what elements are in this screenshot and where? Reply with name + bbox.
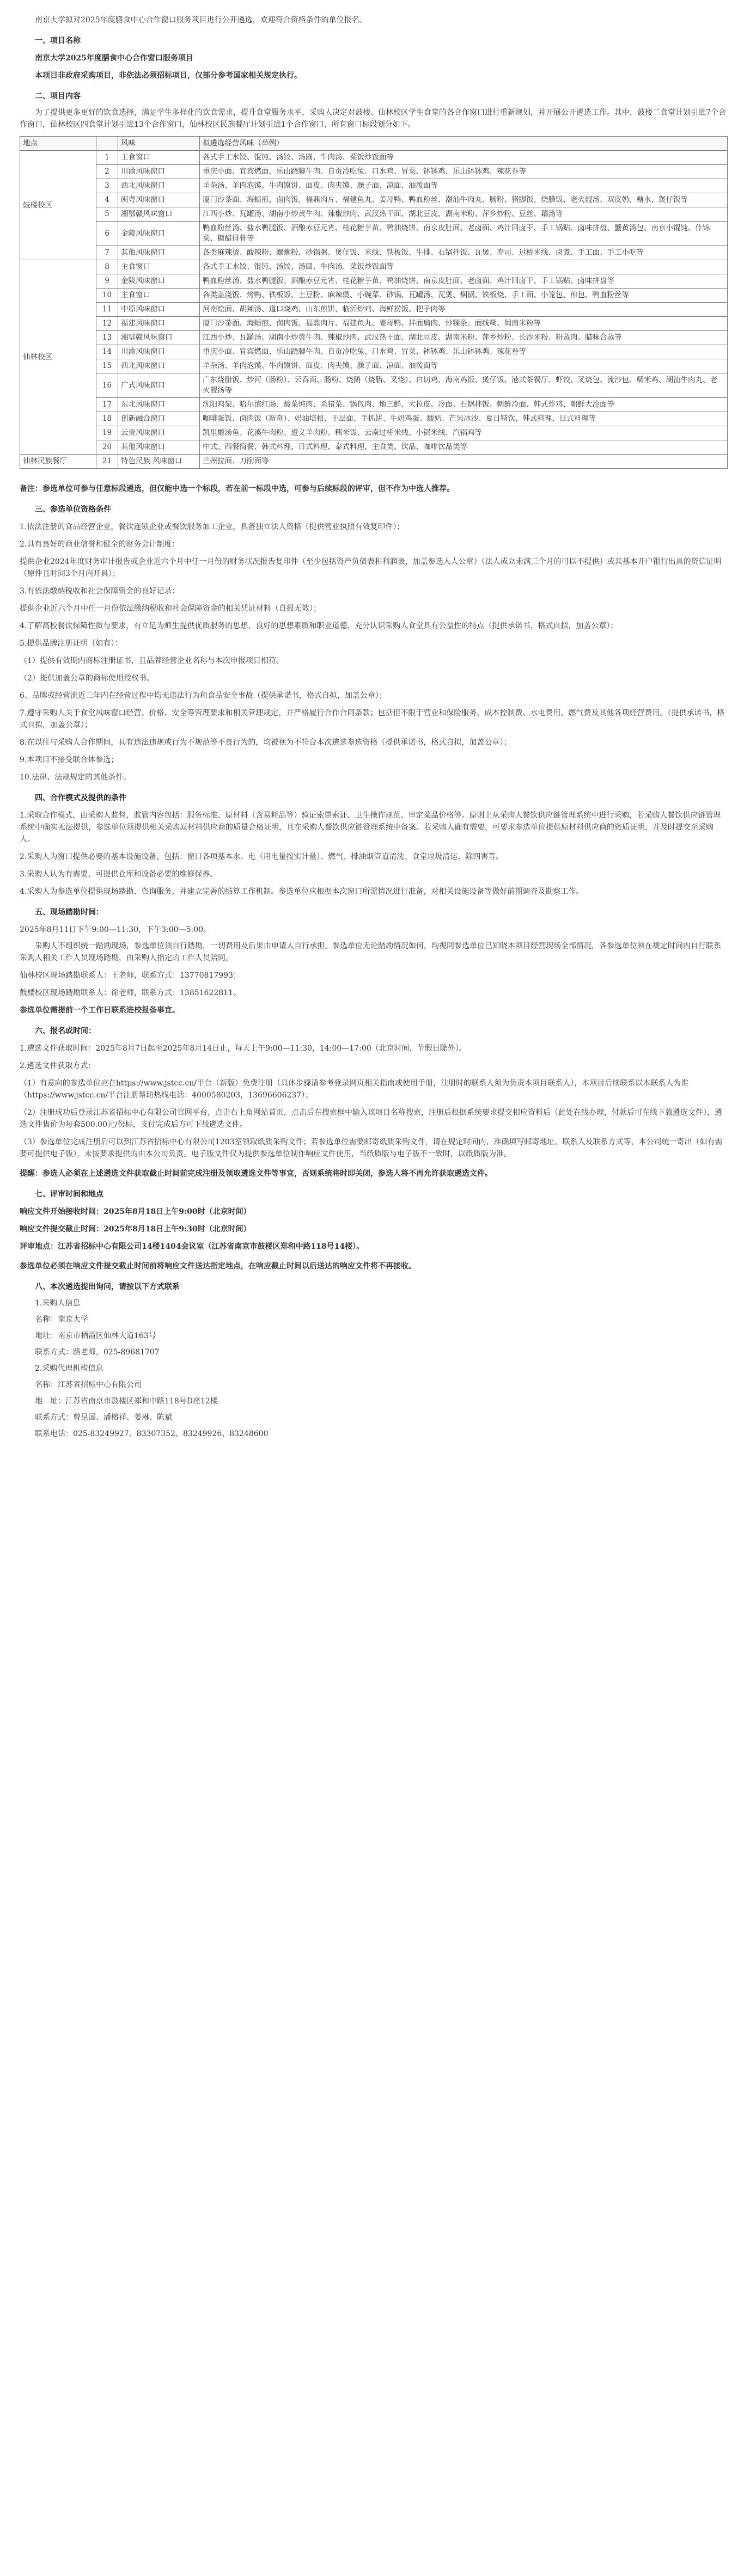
section-registration-title: 六、报名或时间： (35, 1027, 96, 1035)
lot-number: 12 (96, 317, 118, 331)
lot-flavor: 主食窗口 (118, 289, 200, 303)
lot-example-dishes: 兰州拉面、刀削面等 (200, 455, 728, 469)
lot-number: 20 (96, 440, 118, 455)
lot-row (20, 426, 728, 440)
lot-row (20, 246, 728, 260)
header-example-dishes: 拟遴选经营风味（举例） (200, 137, 728, 151)
lot-flavor: 创新融合窗口 (118, 412, 200, 426)
lot-flavor: 湘鄂赣风味窗口 (118, 207, 200, 222)
cooperation-item: 1.采取合作模式，由采购人监督，监管内容包括：服务标准、原材料（含易耗品等）验证索票索证、卫生操作规范、审定菜品价格等。原则上从采购人餐饮供应链管理系统中进行采购，若采购人餐饮供应链管理系统中确实无法提供，参选单位须提供相关采购原材料供应商的质量合格证明，且在采购人餐饮供应链管理系统中备案。若采购人确有需要，可要求参选单位提供原材料供应商的资质证明，并及时提交至采购人。 (20, 811, 721, 844)
lot-number: 4 (96, 193, 118, 207)
lot-number: 17 (96, 398, 118, 412)
cooperation-item: 3.采购人认为有需要，可提供仓库和设备必要的维修保养。 (20, 870, 218, 879)
lot-example-dishes: 鸭血粉丝汤、盐水鸭腿饭、酒酿赤豆元宵、桂花糖芋苗、鸭油烧饼、南京皮肚面、老卤面、鸡汁回卤干、手工锅贴、卤味拼盘、蟹黄汤包、南京小馄饨、什锦菜、糖醋排骨等 (200, 222, 728, 246)
evaluation-list (20, 1206, 728, 1253)
lot-example-dishes: 各类盖浇饭、烤鸭、铁板饭、土豆粉、麻辣烫、小碗菜、砂锅、瓦罐汤、瓦煲、焖锅、铁板烧、手工面、小笼包、煎包、鸭血粉丝等 (200, 289, 728, 303)
lot-number: 8 (96, 260, 118, 274)
lot-row (20, 412, 728, 426)
lot-number: 13 (96, 331, 118, 345)
project-nature-note: 本项目非政府采购项目，非依法必须招标项目，仅部分参考国家相关规定执行。 (35, 71, 302, 80)
site-visit-contact-gulou: 鼓楼校区现场踏勘联系人：徐老师，联系方式：13851622811。 (20, 989, 241, 997)
lot-row (20, 359, 728, 373)
lot-example-dishes: 羊杂汤、羊肉泡馍、牛肉馍饼、面皮、肉夹馍、臊子面、凉面、油泼面等 (200, 359, 728, 373)
lot-example-dishes: 重庆小面、宜宾燃面、乐山跷脚牛肉、自贡冷吃兔、口水鸡、冒菜、钵钵鸡、乐山钵钵鸡、辣花卷等 (200, 345, 728, 359)
lots-table-body (20, 151, 728, 469)
lot-number: 15 (96, 359, 118, 373)
lot-flavor: 其他风味窗口 (118, 440, 200, 455)
lots-table-header (20, 137, 728, 151)
lot-example-dishes: 重庆小面、宜宾燃面、乐山跷脚牛肉、自贡冷吃兔、口水鸡、冒菜、钵钵鸡、乐山钵钵鸡、辣花卷等 (200, 165, 728, 179)
lot-number: 19 (96, 426, 118, 440)
lot-number: 16 (96, 373, 118, 398)
site-visit-contact-xianlin: 仙林校区现场踏勘联系人：王老师，联系方式：13770817993； (20, 971, 241, 980)
qualification-item: （2）提供加盖公章的商标使用授权书。 (20, 674, 154, 683)
lot-flavor: 特色民族 风味窗口 (118, 455, 200, 469)
evaluation-note: 参选单位必须在响应文件提交截止时间前将响应文件送达指定地点，在响应截止时间以后送达的响应文件将不再接收。 (20, 1262, 416, 1271)
section-contact-title: 八、本次遴选提出询问，请按以下方式联系 (35, 1283, 180, 1291)
lot-row (20, 317, 728, 331)
qualification-item: 提供企业近六个月中任一月份依法缴纳税收和社会保障资金的相关凭证材料（自报无效）； (20, 604, 321, 613)
lot-row (20, 455, 728, 469)
registration-item: （3）参选单位完成注册后可以到江苏省招标中心有限公司1203室领取纸质采购文件；若参选单位需要邮寄纸质采购文件，请在规定时间内，准确填写邮寄地址、联系人及联系方式等，本公司统一寄出（如有需要可提供电子版），未按要求提供的由本公司负责。电子版文件仅为提供参选单位制作响应文件使用，当纸质版与电子版不一致时，以纸质版为准。 (20, 1138, 723, 1158)
lot-row (20, 207, 728, 222)
evaluation-item: 响应文件提交截止时间：2025年8月18日上午9:30时（北京时间） (20, 1225, 251, 1234)
lot-example-dishes: 各式手工水饺、馄饨、汤饺、汤圆、牛肉汤、菜饭炒饭面等 (200, 151, 728, 165)
lot-row (20, 165, 728, 179)
qualification-item: 9.本项目不接受联合体参选； (20, 756, 119, 764)
registration-list (20, 1042, 728, 1160)
registration-item: （1）有意向的参选单位应在https://www.jstcc.cn/平台（新版）免费注册（具体步骤请参考登录网页相关指南或使用手册，注册时的联系人须为负责本项目联系人），本项目后续联系以本联系人为准（https://www.jstcc.cn/平台注册帮助热线电话：4000580203，13696606237）； (20, 1079, 689, 1100)
lot-flavor: 福建风味窗口 (118, 317, 200, 331)
lot-example-dishes: 厦门沙茶面、海蛎煎、卤肉饭、福鼎肉片、福建鱼丸、姜母鸭、拌面扁肉、炒粿条、面线糊、闽南米粉等 (200, 317, 728, 331)
contact-line: 名称：江苏省招标中心有限公司 (35, 1381, 142, 1389)
lot-flavor: 东北风味窗口 (118, 398, 200, 412)
lot-example-dishes: 厦门沙茶面、海蛎煎、卤肉饭、福鼎肉片、福建鱼丸、姜母鸭、鸭血粉丝、潮汕牛肉丸、肠粉、猪脚饭、烧腊饭、老火靓汤、双皮奶、糖水、煲仔饭等 (200, 193, 728, 207)
site-visit-tip: 参选单位需提前一个工作日联系进校报备事宜。 (20, 1006, 180, 1015)
qualification-item: 5.提供品牌注册证明（如有）： (20, 639, 123, 648)
cooperation-list (20, 809, 728, 898)
lot-number: 14 (96, 345, 118, 359)
contact-line: 联系电话：025-83249927、83307352、83249926、83248600 (35, 1430, 269, 1438)
evaluation-item: 响应文件开始接收时间：2025年8月18日上午9:00时（北京时间） (20, 1207, 251, 1216)
project-content-paragraph: 为了提供更多更好的饮食选择，满足学生多样化的饮食需求，提升食堂服务水平，采购人决定对鼓楼、仙林校区学生食堂的各合作窗口进行重新规划，并开展公开遴选工作。其中，鼓楼二食堂计划引进7个合作窗口，仙林校区四食堂计划引进13个合作窗口，仙林校区民族餐厅计划引进1个合作窗口，所有窗口标段划分如下。 (20, 108, 726, 129)
lot-row (20, 398, 728, 412)
section-project-name-title: 一、项目名称 (35, 36, 81, 45)
contact-line: 联系方式：曾昆国、潘榕祥、姜琳、陈斌 (35, 1413, 172, 1422)
lot-flavor: 金陵风味窗口 (118, 274, 200, 289)
lot-number: 6 (96, 222, 118, 246)
header-location: 地点 (20, 137, 96, 151)
intro-paragraph: 南京大学拟对2025年度膳食中心合作窗口服务项目进行公开遴选，欢迎符合资格条件的单位报名。 (35, 16, 367, 24)
lot-number: 9 (96, 274, 118, 289)
contact-line: 地 址：江苏省南京市鼓楼区郑和中路118号D座12楼 (35, 1397, 218, 1406)
lot-flavor: 闽粤风味窗口 (118, 193, 200, 207)
lot-example-dishes: 鸭血粉丝汤、盐水鸭腿饭、酒酿赤豆元宵、桂花糖芋苗、鸭油烧饼、南京皮肚面、老卤面、鸡汁回卤干、手工锅贴、卤味拼盘等 (200, 274, 728, 289)
lot-number: 3 (96, 179, 118, 193)
lot-example-dishes: 河南烩面、胡辣汤、道口烧鸡、山东煎饼、临沂炒鸡、海鲜捞饭、把子肉等 (200, 303, 728, 317)
site-visit-paragraph: 采购人不组织统一踏勘现场，参选单位须自行踏勘，一切费用及后果由申请人自行承担。参选单位无论踏勘情况如何，均视同参选单位已知晓本项目经营现场全部情况，各参选单位须在规定时间内自行联系采购人相关工作人员现场踏勘，由采购人指定的工作人员陪同。 (20, 942, 721, 962)
header-flavor: 风味 (118, 137, 200, 151)
registration-item: （2）注册成功后登录江苏省招标中心有限公司官网平台，点击右上角网站首页，点击后在搜索框中输入该项目名称搜索，注册后根据系统要求提交相应资料后（此处在线办理，付款后可在线下载遴选文件），遴选文件售价为每套500.00元/份标，支付完成后方可下载遴选文件。 (20, 1108, 722, 1129)
lot-location: 鼓楼校区 (20, 151, 96, 260)
lot-example-dishes: 各式手工水饺、馄饨、汤饺、汤圆、牛肉汤、菜饭炒饭面等 (200, 260, 728, 274)
contact-block-heading: 1.采购人信息 (35, 1299, 81, 1308)
lot-number: 21 (96, 455, 118, 469)
qualification-item: 提供企业2024年度财务审计报告或企业近六个月中任一月份的财务状况报告复印件（至少包括资产负债表和利润表，加盖参选人人公章）（法人成立未满三个月的可以不提供）或其基本开户银行出具的资信证明（原件且时间3个月内开具）； (20, 557, 722, 578)
section-qualification-title: 三、参选单位资格条件 (35, 505, 111, 514)
lot-row (20, 303, 728, 317)
lots-table (20, 136, 728, 469)
lot-row (20, 373, 728, 398)
lot-flavor: 西北风味窗口 (118, 179, 200, 193)
lot-example-dishes: 江西小炒、瓦罐汤、湖南小炒黄牛肉、辣椒炒肉、武汉热干面、湖北豆皮、湖南米粉、萍乡炒粉、长沙米粉、粉蒸肉、腊味合蒸等 (200, 331, 728, 345)
lot-row (20, 289, 728, 303)
cooperation-item: 4.采购人为参选单位提供现场踏勘、咨询服务，并建立完善的结算工作机制。参选单位应根据本次窗口所需情况进行准备，对相关设施设备等做好前期调查及勘察工作。 (20, 887, 584, 896)
header-number (96, 137, 118, 151)
lot-example-dishes: 各类麻辣烫、酸辣粉、螺蛳粉、砂锅粥、煲仔饭、米线、铁板饭、牛排、石锅拌饭、瓦煲、寿司、过桥米线、卤煮、手工面、手工小吃等 (200, 246, 728, 260)
cooperation-item: 2.采购人为窗口提供必要的基本设施设备，包括：窗口各项基本水、电（用电量按实计量）、燃气、排油烟管道清洗、食堂垃圾清运、除四害等。 (20, 852, 504, 861)
lot-flavor: 西北风味窗口 (118, 359, 200, 373)
lot-flavor: 金陵风味窗口 (118, 222, 200, 246)
lot-flavor: 川渝风味窗口 (118, 165, 200, 179)
lot-example-dishes: 中式、西餐简餐、韩式料理、日式料理、泰式料理、主食类、饮品、咖啡饮品类等 (200, 440, 728, 455)
lot-flavor: 云贵风味窗口 (118, 426, 200, 440)
lot-number: 2 (96, 165, 118, 179)
lot-number: 5 (96, 207, 118, 222)
lot-example-dishes: 凯里酸汤鱼、花溪牛肉粉、遵义羊肉粉、糯米饭、云南过桥米线、小锅米线、汽锅鸡等 (200, 426, 728, 440)
qualification-item: 1.依法注册的食品经营企业，餐饮连锁企业或餐饮服务加工企业，具备独立法人资格（提供营业执照有效复印件）； (20, 523, 405, 531)
qualification-item: 7.遵守采购人关于食堂风味窗口经营、价格、安全等管理要求和相关管理规定，并严格履行合作合同条款；包括但不限于营业和保险服务、成本控制费、水电费用、燃气费及其他各项经营费用。（提供承诺书，格式自拟，加盖公章）； (20, 709, 725, 729)
lot-location: 仙林民族餐厅 (20, 455, 96, 469)
registration-item: 2.遴选文件获取方式： (20, 1062, 96, 1070)
lot-number: 10 (96, 289, 118, 303)
evaluation-item: 评审地点：江苏省招标中心有限公司14楼1404会议室（江苏省南京市鼓楼区郑和中路118号14楼）。 (20, 1242, 364, 1251)
lot-flavor: 川渝风味窗口 (118, 345, 200, 359)
lot-flavor: 广式风味窗口 (118, 373, 200, 398)
lot-example-dishes: 羊杂汤、羊肉泡馍、牛肉馍饼、面皮、肉夹馍、臊子面、凉面、油泼面等 (200, 179, 728, 193)
qualification-item: 6、品牌或经营流近三年内在经营过程中均无违法行为和食品安全事故（提供承诺书，格式自拟，加盖公章）； (20, 691, 387, 700)
lot-row (20, 151, 728, 165)
lot-row (20, 440, 728, 455)
contact-line: 名称：南京大学 (35, 1315, 88, 1324)
lot-row (20, 274, 728, 289)
section-evaluation-title: 七、评审时间和地点 (35, 1190, 103, 1199)
qualification-item: 8.在以往与采购人合作期间，具有违法违规或行为不规范等不良行为的，均被视为不符合本次遴选参选资格（提供承诺书，格式自拟，加盖公章）； (20, 738, 511, 747)
section-project-content-title: 二、项目内容 (35, 92, 81, 101)
lot-flavor: 主食窗口 (118, 151, 200, 165)
qualification-item: 2.具有良好的商业信誉和健全的财务会计制度： (20, 540, 180, 549)
contact-blocks (35, 1297, 728, 1440)
contact-line: 联系方式：路老师，025-89681707 (35, 1348, 160, 1357)
lot-number: 1 (96, 151, 118, 165)
lot-row (20, 345, 728, 359)
lot-number: 7 (96, 246, 118, 260)
lot-row (20, 260, 728, 274)
lot-row (20, 193, 728, 207)
project-name: 南京大学2025年度膳食中心合作窗口服务项目 (35, 54, 193, 63)
lot-example-dishes: 广东烧腊饭、炒河（肠粉）、云吞面、肠粉、烧鹅（烧腊、叉烧）、白切鸡、海南鸡饭、煲仔饭、港式茶餐厅、虾饺、叉烧包、流沙包、糯米鸡、潮汕牛肉丸、老火靓汤等 (200, 373, 728, 398)
lot-flavor: 其他风味窗口 (118, 246, 200, 260)
lot-flavor: 主食窗口 (118, 260, 200, 274)
qualification-item: 3.有依法缴纳税收和社会保障资金的良好记录： (20, 587, 180, 596)
announcement-content (20, 10, 728, 1444)
lot-example-dishes: 沈阳鸡架、哈尔滨红肠、酸菜炖肉、杀猪菜、锅包肉、地三鲜、大拉皮、冷面、石锅拌饭、朝鲜冷面、韩式炸鸡、朝鲜大冷面等 (200, 398, 728, 412)
lot-flavor: 中原风味窗口 (118, 303, 200, 317)
lot-example-dishes: 咖啡蛋饭、卤肉饭（新奇）、奶油培根、于层面、手抓饼、牛奶鸡蛋、酸奶、芒果冰沙、夏日特饮、韩式料理、日式料理等 (200, 412, 728, 426)
section-cooperation-title: 四、合作模式及提供的条件 (35, 794, 126, 802)
qualification-item: 10.法律、法规规定的其他条件。 (20, 773, 131, 782)
qualification-list (20, 521, 728, 783)
qualification-item: 4.了解高校餐饮保障性质与要求，有立足为师生提供优质服务的思想，良好的思想素质和职业道德，充分认识采购人食堂具有公益性的特点（提供承诺书，格式自拟，加盖公章）； (20, 622, 618, 630)
lots-remark: 备注：参选单位可参与任意标段遴选，但仅能中选一个标段，若在前一标段中选，可参与后续标段的评审，但不作为中选人推荐。 (20, 484, 454, 493)
qualification-item: （1）提供有效期内商标注册证书，且品牌经营企业名称与本次申报项目相符。 (20, 657, 284, 665)
lot-row (20, 222, 728, 246)
section-site-visit-title: 五、现场踏勘时间： (35, 908, 103, 917)
site-visit-time: 2025年8月11日下午9:00—11:30，下午3:00—5:00。 (20, 925, 211, 934)
lot-row (20, 331, 728, 345)
contact-block-heading: 2.采购代理机构信息 (35, 1364, 103, 1373)
contact-line: 地址：南京市栖霞区仙林大道163号 (35, 1332, 156, 1340)
registration-item: 1.遴选文件获取时间：2025年8月7日起至2025年8月14日止，每天上午9:00—11:30，14:00—17:00（北京时间，节假日除外）。 (20, 1044, 467, 1053)
lot-location: 仙林校区 (20, 260, 96, 455)
lot-example-dishes: 江西小炒、瓦罐汤、湖南小炒黄牛肉、辣椒炒肉、武汉热干面、湖北豆皮、湖南米粉、萍乡炒粉、豆丝、藕汤等 (200, 207, 728, 222)
lot-number: 11 (96, 303, 118, 317)
lot-number: 18 (96, 412, 118, 426)
registration-warning: 提醒：参选人必须在上述遴选文件获取截止时间前完成注册及领取遴选文件等事宜，否则系统将时即关闭，参选人将不再允许获取遴选文件。 (20, 1169, 492, 1178)
lot-row (20, 179, 728, 193)
lot-flavor: 湘鄂赣风味窗口 (118, 331, 200, 345)
